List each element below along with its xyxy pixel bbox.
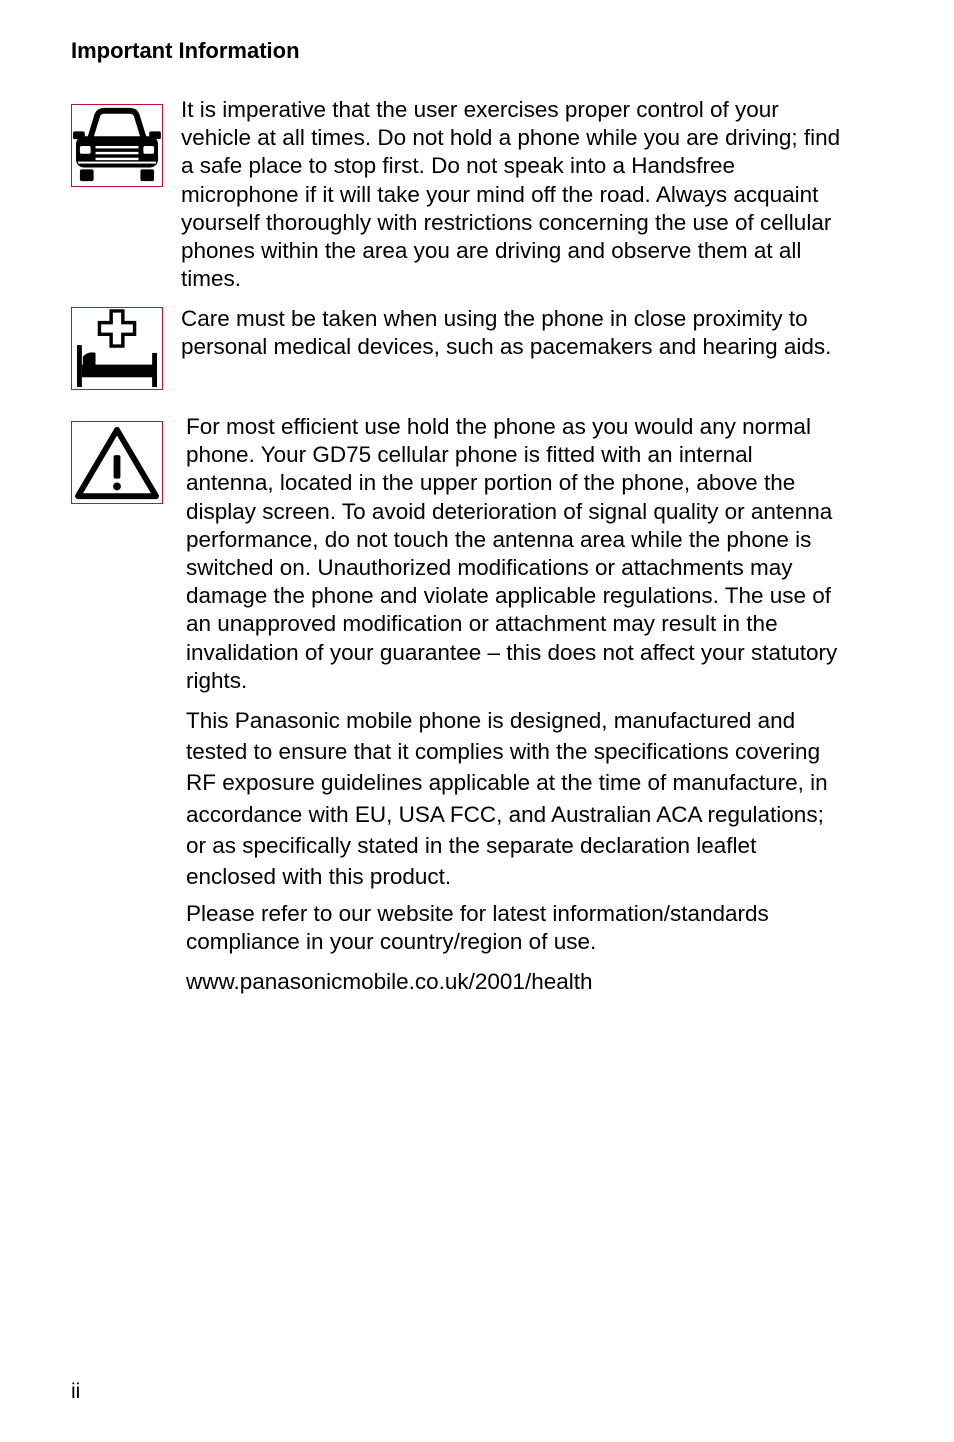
antenna-usage-text: For most efficient use hold the phone as you would any normal phone. Your GD75 cellular phone is fitted with an internal antenna, located in the upper portion of the phone, above the display screen. To avoid deterioration of signal quality or antenna performance, do not touch the antenna area while the phone is switched on. Unauthorized modifications or attachments may damage the phone and violate applicable regulations. The use of an unapproved modification or attachment may result in the invalidation of your guarantee – this does not affect your statutory rights. [186,414,838,693]
car-icon [71,104,163,187]
website-url: www.panasonicmobile.co.uk/2001/health [186,969,593,994]
page-heading: Important Information [71,38,300,63]
website-note-text: Please refer to our website for latest information/standards compliance in your country/region of use. [186,901,769,955]
page-number: ii [71,1380,81,1403]
rf-exposure-text: This Panasonic mobile phone is designed, manufactured and tested to ensure that it complies with the specifications covering RF exposure guidelines applicable at the time of manufacture, in accordance with EU, USA FCC, and Australian ACA regulations; or as specifically stated in the separate declaration leaflet enclosed with this product. [186,708,828,890]
medical-bed-icon [71,307,163,390]
medical-warning-text: Care must be taken when using the phone in close proximity to personal medical devices, such as pacemakers and hearing aids. [181,306,832,360]
driving-warning-text: It is imperative that the user exercises proper control of your vehicle at all times. Do not hold a phone while you are driving; find a safe place to stop first. Do not speak into a Handsfree microphone if it will take your mind off the road. Always acquaint yourself thoroughly with restrictions concerning the use of cellular phones within the area you are driving and observe them at all times. [181,97,841,292]
warning-triangle-icon [71,421,163,504]
